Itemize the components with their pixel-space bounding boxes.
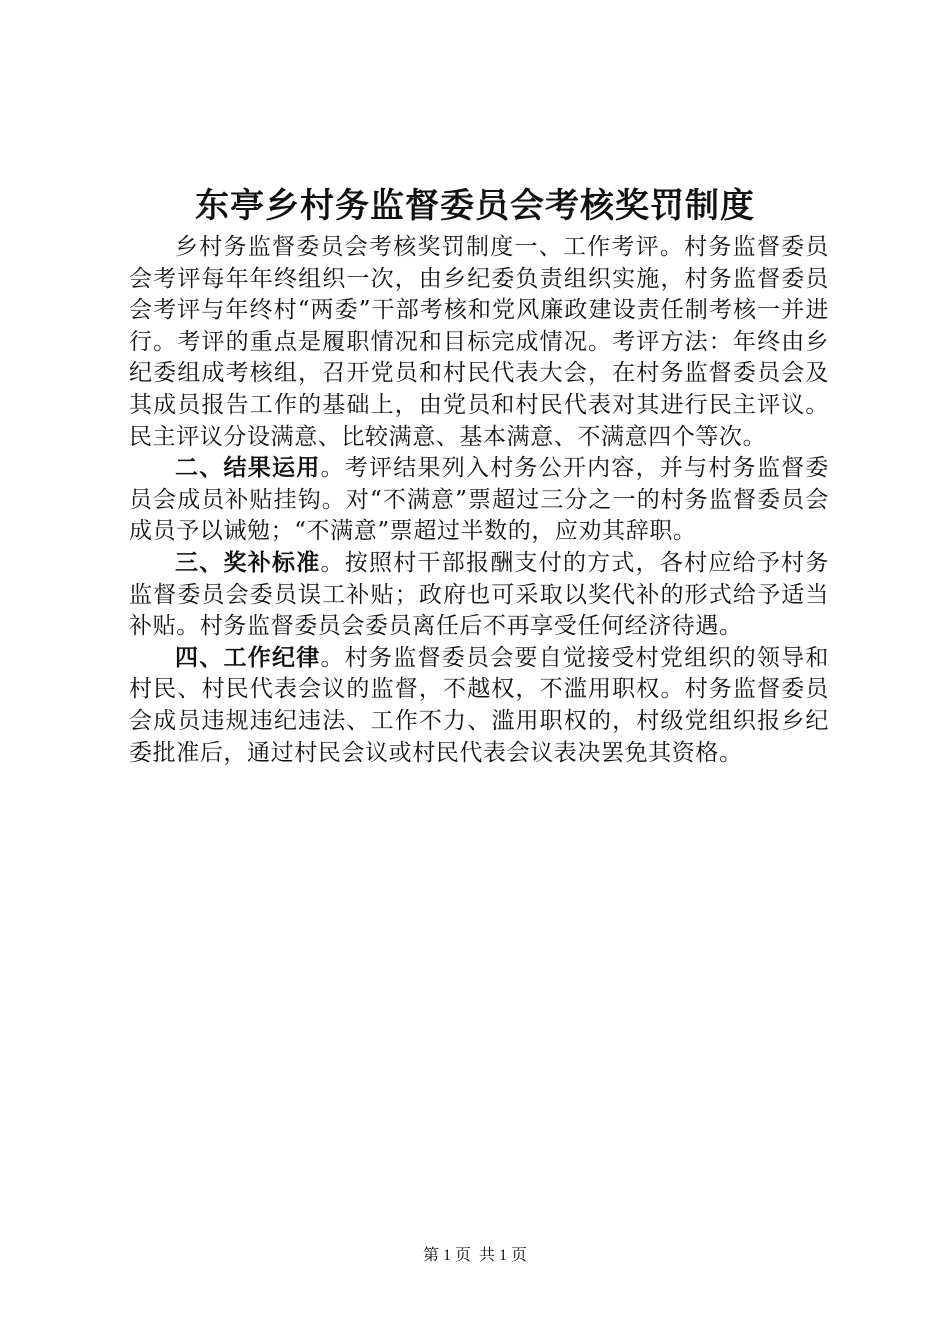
page-footer [0, 1245, 950, 1267]
page-total: 共 1 页 [479, 1247, 528, 1264]
paragraph-2-heading: 二、结果运用 [175, 455, 321, 482]
paragraph-4-text: 。村务监督委员会要自觉接受村党组织的领导和村民、村民代表会议的监督，不越权，不滥用职权。村务监督委员会成员违规违纪违法、工作不力、滥用职权的，村级党组织报乡纪委批准后，通过村民会议或村民代表会议表决罢免其资格。 [129, 644, 829, 766]
document-title: 东亭乡村务监督委员会考核奖罚制度 [195, 186, 755, 226]
paragraph-2-text: 。考评结果列入村务公开内容，并与村务监督委员会成员补贴挂钩。对“不满意”票超过三分之一的村务监督委员会成员予以诫勉；“不满意”票超过半数的，应劝其辞职。 [129, 455, 829, 545]
page-number: 第 1 页 [422, 1247, 471, 1264]
paragraph-1 [129, 232, 829, 453]
paragraph-3-text: 。按照村干部报酬支付的方式，各村应给予村务监督委员会委员误工补贴；政府也可采取以奖代补的形式给予适当补贴。村务监督委员会委员离任后不再享受任何经济待遇。 [129, 549, 829, 640]
paragraph-4-heading: 四、工作纪律 [175, 644, 321, 671]
paragraph-3-heading: 三、奖补标准 [175, 549, 321, 576]
document-body [129, 232, 829, 769]
paragraph-2 [129, 453, 829, 548]
paragraph-1-text: 乡村务监督委员会考核奖罚制度一、工作考评。村务监督委员会考评每年年终组织一次，由乡纪委负责组织实施，村务监督委员会考评与年终村“两委”干部考核和党风廉政建设责任制考核一并进行。考评的重点是履职情况和目标完成情况。考评方法：年终由乡纪委组成考核组，召开党员和村民代表大会，在村务监督委员会及其成员报告工作的基础上，由党员和村民代表对其进行民主评议。民主评议分设满意、比较满意、基本满意、不满意四个等次。 [129, 234, 829, 450]
paragraph-3 [129, 548, 829, 643]
paragraph-4 [129, 643, 829, 769]
